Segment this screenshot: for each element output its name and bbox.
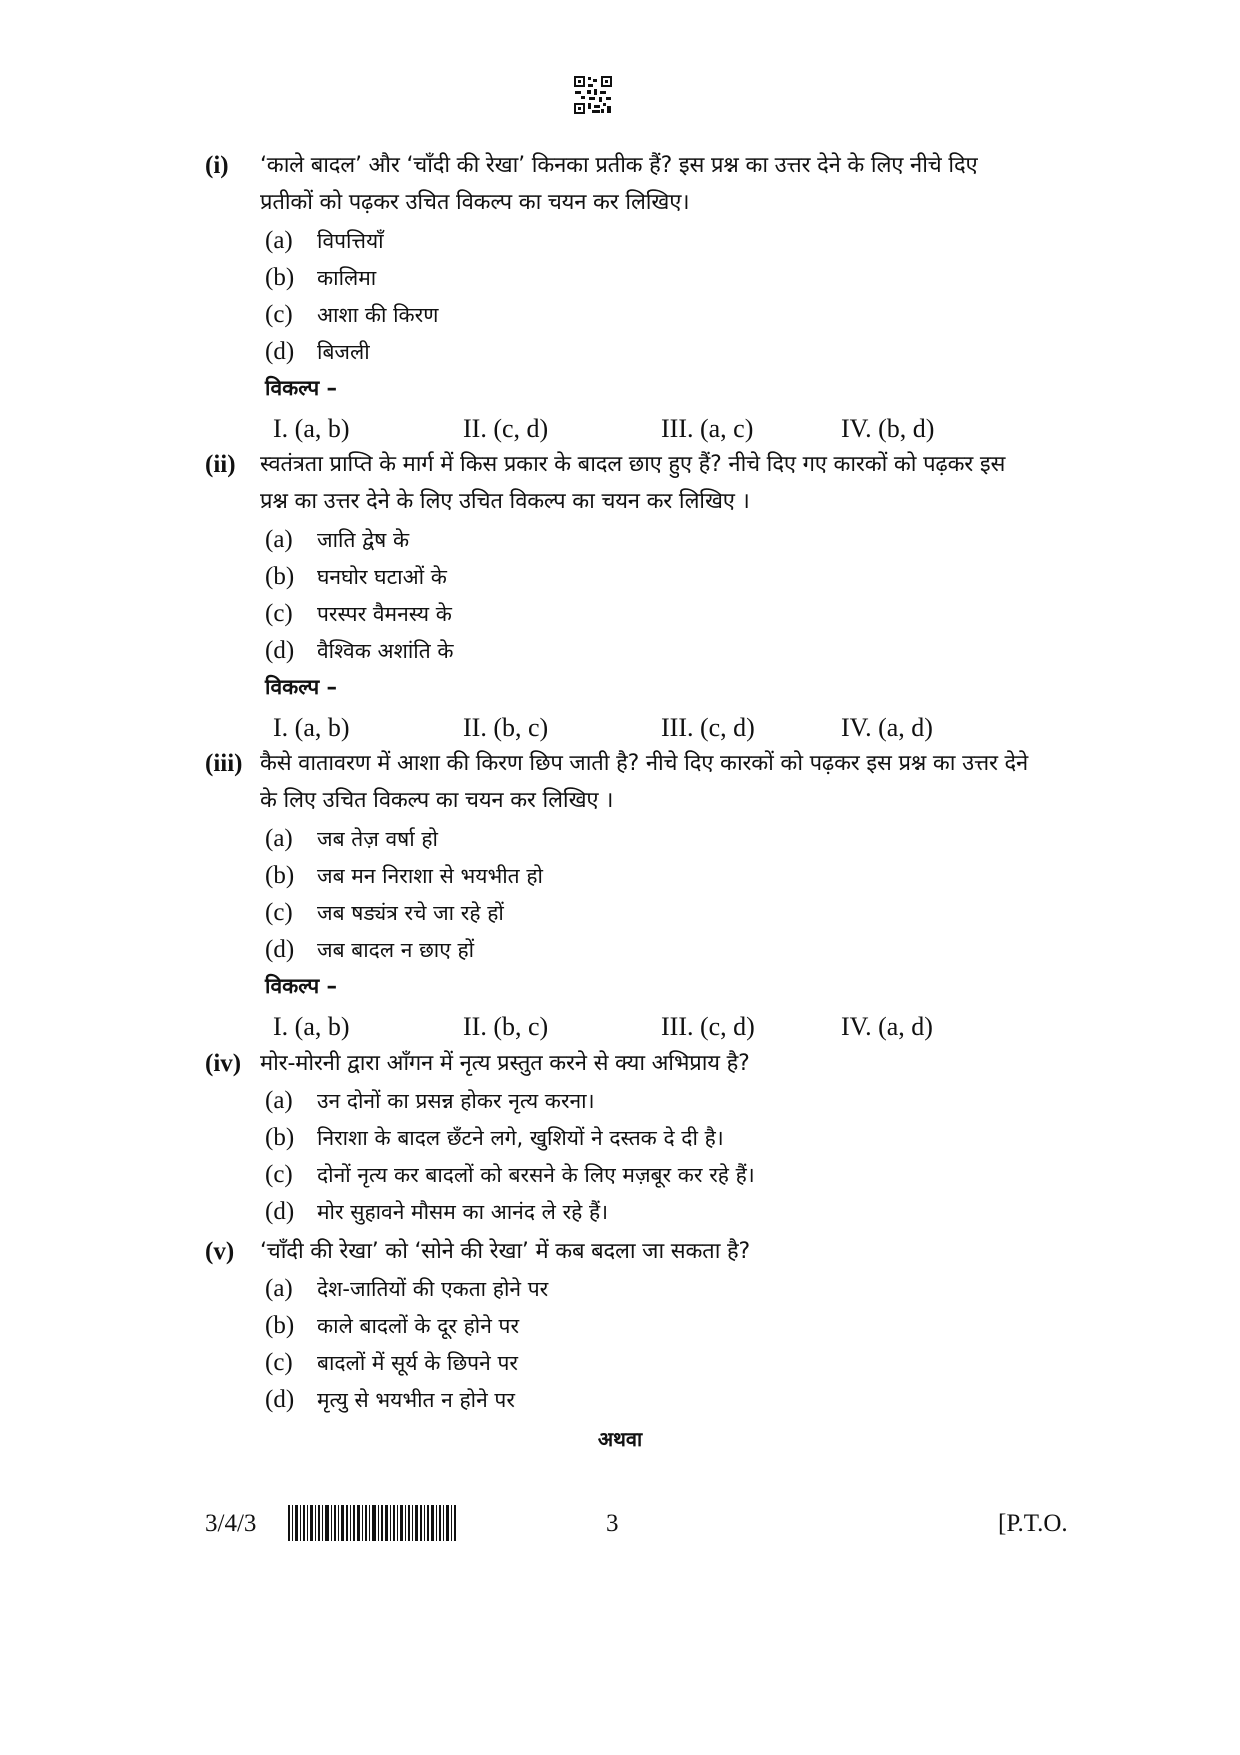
question-number: (iv) bbox=[205, 1050, 242, 1077]
question-number: (ii) bbox=[205, 451, 236, 478]
choice-2: II. (b, c) bbox=[463, 1012, 549, 1041]
option-d bbox=[265, 333, 370, 370]
option-label: (a) bbox=[265, 1275, 293, 1302]
option-text: घनघोर घटाओं के bbox=[317, 565, 447, 589]
option-text: जब षड्यंत्र रचे जा रहे हों bbox=[317, 901, 504, 925]
option-text: मृत्यु से भयभीत न होने पर bbox=[317, 1388, 515, 1412]
choice-2: II. (b, c) bbox=[463, 713, 549, 742]
option-c bbox=[265, 595, 452, 632]
answer-choices bbox=[273, 709, 1033, 746]
option-label: (a) bbox=[265, 526, 293, 553]
question-text: मोर-मोरनी द्वारा आँगन में नृत्य प्रस्तुत करने से क्या अभिप्राय है? bbox=[260, 1051, 750, 1076]
option-a bbox=[265, 1082, 595, 1119]
option-d bbox=[265, 1193, 608, 1230]
option-text: दोनों नृत्य कर बादलों को बरसने के लिए मज़बूर कर रहे हैं। bbox=[317, 1163, 755, 1187]
choice-4: IV. (b, d) bbox=[841, 414, 935, 443]
option-d bbox=[265, 1381, 515, 1418]
answer-choices bbox=[273, 410, 1033, 447]
answer-choices bbox=[273, 1008, 1033, 1045]
option-text: बादलों में सूर्य के छिपने पर bbox=[317, 1351, 518, 1375]
option-label: (c) bbox=[265, 899, 293, 926]
athava-label: अथवा bbox=[597, 1427, 643, 1451]
paper-code: 3/4/3 bbox=[205, 1510, 257, 1537]
question-text: कैसे वातावरण में आशा की किरण छिप जाती है? नीचे दिए कारकों को पढ़कर इस प्रश्न का उत्तर देने के लिए उचित विकल्प का चयन कर लिखिए । bbox=[260, 751, 1029, 813]
question-number: (v) bbox=[205, 1238, 235, 1265]
option-d bbox=[265, 931, 474, 968]
option-label: (b) bbox=[265, 862, 295, 889]
question-number: (iii) bbox=[205, 750, 243, 777]
option-text: जाति द्वेष के bbox=[317, 528, 410, 552]
option-text: विपत्तियाँ bbox=[317, 229, 384, 253]
question-number: (i) bbox=[205, 152, 229, 179]
option-label: (b) bbox=[265, 563, 295, 590]
option-text: आशा की किरण bbox=[317, 303, 439, 327]
option-label: (d) bbox=[265, 936, 295, 963]
choice-3: III. (c, d) bbox=[661, 1012, 755, 1041]
choice-3: III. (c, d) bbox=[661, 713, 755, 742]
option-d bbox=[265, 632, 454, 669]
option-text: परस्पर वैमनस्य के bbox=[317, 602, 452, 626]
option-b bbox=[265, 1119, 724, 1156]
choice-1: I. (a, b) bbox=[273, 713, 350, 742]
choice-4: IV. (a, d) bbox=[841, 1012, 933, 1041]
barcode-icon bbox=[288, 1505, 456, 1541]
option-label: (b) bbox=[265, 264, 295, 291]
option-a bbox=[265, 521, 409, 558]
page-number: 3 bbox=[606, 1510, 619, 1537]
option-b bbox=[265, 857, 543, 894]
option-b bbox=[265, 259, 376, 296]
option-c bbox=[265, 1156, 755, 1193]
option-text: कालिमा bbox=[317, 266, 377, 290]
option-text: उन दोनों का प्रसन्न होकर नृत्य करना। bbox=[317, 1089, 595, 1113]
option-b bbox=[265, 1307, 519, 1344]
option-label: (c) bbox=[265, 1349, 293, 1376]
option-label: (c) bbox=[265, 301, 293, 328]
option-label: (c) bbox=[265, 1161, 293, 1188]
option-text: निराशा के बादल छँटने लगे, खुशियों ने दस्तक दे दी है। bbox=[317, 1126, 724, 1150]
option-text: मोर सुहावने मौसम का आनंद ले रहे हैं। bbox=[317, 1200, 609, 1224]
option-a bbox=[265, 820, 438, 857]
option-a bbox=[265, 222, 384, 259]
vikalp-heading: विकल्प – bbox=[265, 974, 337, 998]
option-c bbox=[265, 894, 504, 931]
option-label: (b) bbox=[265, 1312, 295, 1339]
option-label: (d) bbox=[265, 338, 295, 365]
qr-code-icon bbox=[573, 75, 613, 115]
option-label: (a) bbox=[265, 825, 293, 852]
choice-1: I. (a, b) bbox=[273, 1012, 350, 1041]
option-label: (d) bbox=[265, 1198, 295, 1225]
option-text: बिजली bbox=[317, 340, 370, 364]
option-text: देश-जातियों की एकता होने पर bbox=[317, 1277, 549, 1301]
option-label: (d) bbox=[265, 1386, 295, 1413]
option-a bbox=[265, 1270, 548, 1307]
choice-1: I. (a, b) bbox=[273, 414, 350, 443]
question-text: ‘काले बादल’ और ‘चाँदी की रेखा’ किनका प्रतीक हैं? इस प्रश्न का उत्तर देने के लिए नीचे दिए प्रतीकों को पढ़कर उचित विकल्प का चयन कर लिखिए। bbox=[260, 153, 978, 215]
option-c bbox=[265, 1344, 518, 1381]
question-text: स्वतंत्रता प्राप्ति के मार्ग में किस प्रकार के बादल छाए हुए हैं? नीचे दिए गए कारकों को पढ़कर इस प्रश्न का उत्तर देने के लिए उचित विकल्प का चयन कर लिखिए । bbox=[260, 452, 1006, 514]
vikalp-heading: विकल्प – bbox=[265, 376, 337, 400]
option-label: (c) bbox=[265, 600, 293, 627]
option-label: (a) bbox=[265, 1087, 293, 1114]
option-label: (b) bbox=[265, 1124, 295, 1151]
choice-4: IV. (a, d) bbox=[841, 713, 933, 742]
option-text: जब तेज़ वर्षा हो bbox=[317, 827, 438, 851]
pto-label: [P.T.O. bbox=[998, 1510, 1068, 1537]
choice-2: II. (c, d) bbox=[463, 414, 549, 443]
option-text: काले बादलों के दूर होने पर bbox=[317, 1314, 520, 1338]
option-text: वैश्विक अशांति के bbox=[317, 639, 454, 663]
question-text: ‘चाँदी की रेखा’ को ‘सोने की रेखा’ में कब बदला जा सकता है? bbox=[260, 1239, 750, 1264]
option-label: (a) bbox=[265, 227, 293, 254]
option-label: (d) bbox=[265, 637, 295, 664]
option-c bbox=[265, 296, 438, 333]
option-b bbox=[265, 558, 447, 595]
choice-3: III. (a, c) bbox=[661, 414, 754, 443]
vikalp-heading: विकल्प – bbox=[265, 675, 337, 699]
option-text: जब बादल न छाए हों bbox=[317, 938, 475, 962]
option-text: जब मन निराशा से भयभीत हो bbox=[317, 864, 543, 888]
